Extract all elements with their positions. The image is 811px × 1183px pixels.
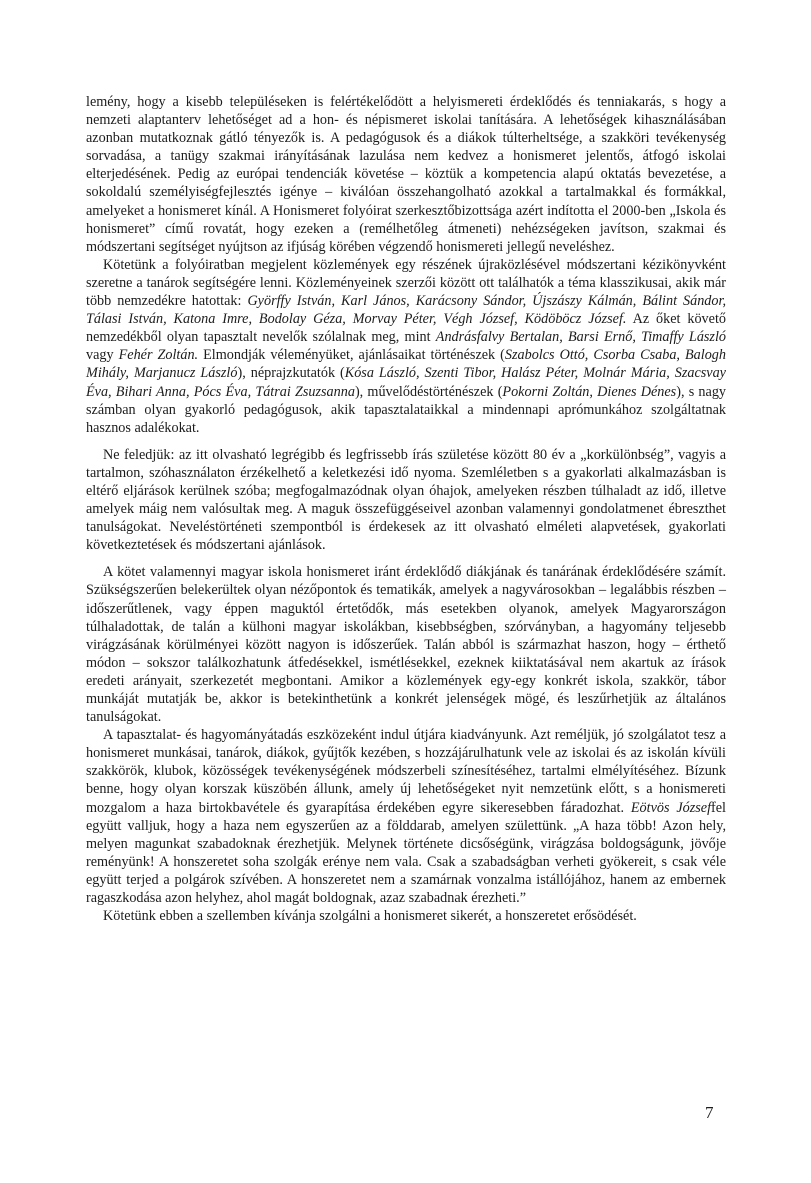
text-segment: A tapasztalat- és hagyományátadás eszközeként indul útjára kiadványunk. Azt reméljük, jó szolgálatot tesz a honismeret munkásai, tanárok, diákok, gyűjtők kezében, s hozzájárulhatunk vele az iskolai és az iskolán kívüli szakkörök, klubok, közösségek tevékenységének módszerbeli színesítéséhez, tartalmi elmélyítéséhez. Bízunk benne, hogy olyan korszak küszöbén állunk, amely új lehetőségeket nyit nemzetünk előtt, s a honismereti mozgalom a haza birtokbavétele és gyarapítása érdekében egyre sikeresebben fáradozhat. xyxy=(86,727,726,816)
paragraph-2 xyxy=(86,256,726,437)
text-segment: Elmondják véleményüket, ajánlásaikat történészek ( xyxy=(198,347,505,364)
text-segment: Kötetünk ebben a szellemben kívánja szolgálni a honismeret sikerét, a honszeretet erősödését. xyxy=(103,908,637,925)
paragraph-4 xyxy=(86,563,726,726)
italic-segment: Eötvös József xyxy=(630,799,712,816)
paragraph-1 xyxy=(86,93,726,256)
page-number: 7 xyxy=(705,1103,714,1122)
text-segment: ), s nagy számban olyan gyakorló pedagógusok, akik tapasztalataikkal a mindennapi aprómunkához szolgáltatnak hasznos adalékokat. xyxy=(86,383,727,436)
paragraph-6 xyxy=(86,907,726,925)
italic-segment: Andrásfalvy Bertalan, Barsi Ernő, Timaffy László xyxy=(435,329,726,346)
text-segment: A kötet valamennyi magyar iskola honismeret iránt érdeklődő diákjának és tanárának érdeklődésére számít. Szükségszerűen belekerültek olyan nézőpontok és tematikák, amelyek a nagyvárosokban – legalábbis részben – időszerűtlenek, vagy éppen maguktól értetődők, más esetekben olyanok, amelyek Magyarországon túlhaladottak, de talán a külhoni magyar iskolákban, kisebbségben, szórványban, a hagyomány teljesebb virágzásának körülményei között nagyon is időszerűek. Talán abból is származhat haszon, hogy – érthető módon – sokszor találkozhatunk átfedésekkel, ismétlésekkel, ezeknek kiiktatásával nem akartuk az írások eredeti arányait, szerkezetét megbontani. Amikor a közlemények egy-egy konkrét iskola, szakkör, tábor munkáját mutatják be, akkor is betekinthetünk a konkrét jelenségek mögé, és leszűrhetjük az általános tanulságokat. xyxy=(86,564,726,726)
text-segment: fel együtt valljuk, hogy a haza nem egyszerűen az a földdarab, amelyen születtünk. „A haza több! Azon hely, melyen magunkat szabadoknak érezhetjük. Melynek története dicsőségünk, virágzása boldogságunk, jövője reményünk! A honszeretet soha szolgák erénye nem vala. Csak a szabadságban verheti gyökereit, s csak véle együtt terjed a polgárok szívében. A honszeretet nem a szamárnak vonzalma istállójához, hanem az embernek ragaszkodása azon helyhez, ahol magát boldognak, azaz szabadnak érezheti.” xyxy=(86,799,726,907)
text-segment: vagy xyxy=(86,347,119,364)
paragraph-3 xyxy=(86,446,726,555)
italic-segment: Kósa László, Szenti Tibor, Halász Péter, Molnár Mária, Szacsvay Éva, Bihari Anna, Pócs Éva, Tátrai Zsuzsanna xyxy=(86,365,726,400)
text-segment: Kötetünk a folyóiratban megjelent közlemények egy részének újraközlésével módszertani kézikönyvként szeretne a tanárok segítségére lenni. Közleményeinek szerzői között ott találhatók a téma klasszikusai, akik már több nemzedékre hatottak: xyxy=(86,256,726,310)
text-segment: lemény, hogy a kisebb településeken is felértékelődött a helyismereti érdeklődés és tenniakarás, s hogy a nemzeti alaptanterv lehetőséget ad a hon- és népismeret iskolai tanítására. A lehetőségek kihasználásában azonban mutatkoznak gátló tényezők is. A pedagógusok és a diákok túlterheltsége, a szakköri tevékenység sorvadása, a tanügy szakmai irányításának lazulása nem kedvez a honismeret jelentős, átfogó iskolai elterjedésének. Pedig az európai tendenciák követése – köztük a kompetencia alapú oktatás bevezetése, a sokoldalú személyiségfejlesztés igénye – kiválóan összehangolható azokkal a tartalmakkal és formákkal, amelyeket a honismeret kínál. A Honismeret folyóirat szerkesztőbizottsága azért indította el 2000-ben „Iskola és honismeret” című rovatát, hogy ezeken a (remélhetőleg átmeneti) nehézségeken javítson, szakmai és módszertani segítséget nyújtson az ifjúság körében végzendő honismereti jellegű neveléshez. xyxy=(86,94,726,255)
italic-segment: Györffy István, Karl János, Karácsony Sándor, Újszászy Kálmán, Bálint Sándor, Tálasi István, Katona Imre, Bodolay Géza, Morvay Péter, Végh József, Ködöböcz József. xyxy=(86,293,726,328)
text-segment: Az őket követő nemzedékből olyan tapasztalt nevelők szólalnak meg, mint xyxy=(86,311,726,346)
text-segment: ), néprajzkutatók ( xyxy=(237,365,345,382)
italic-segment: Fehér Zoltán. xyxy=(118,347,199,364)
italic-segment: Pokorni Zoltán, Dienes Dénes xyxy=(502,383,677,400)
text-segment: ), művelődéstörténészek ( xyxy=(354,383,503,400)
italic-segment: Szabolcs Ottó, Csorba Csaba, Balogh Mihály, Marjanucz László xyxy=(86,347,726,382)
paragraph-5 xyxy=(86,726,726,907)
document-body xyxy=(86,93,726,925)
text-segment: Ne feledjük: az itt olvasható legrégibb és legfrissebb írás születése között 80 év a „korkülönbség”, vagyis a tartalmon, szóhasználaton érzékelhető a keletkezési idő nyoma. Szemléletben s a gyakorlati alkalmazásban is eltérő eljárások kerülnek szóba; megfogalmazódnak olyan óhajok, amelyeken részben túlhaladt az idő, illetve amelyek máig nem valósultak meg. A maguk összefüggéseivel azonban valamennyi gondolatmenet ébreszthet tanulságokat. Neveléstörténeti szempontból is érdekesek az itt olvasható elméleti alapvetések, gyakorlati következtetések és módszertani ajánlások. xyxy=(86,446,726,554)
